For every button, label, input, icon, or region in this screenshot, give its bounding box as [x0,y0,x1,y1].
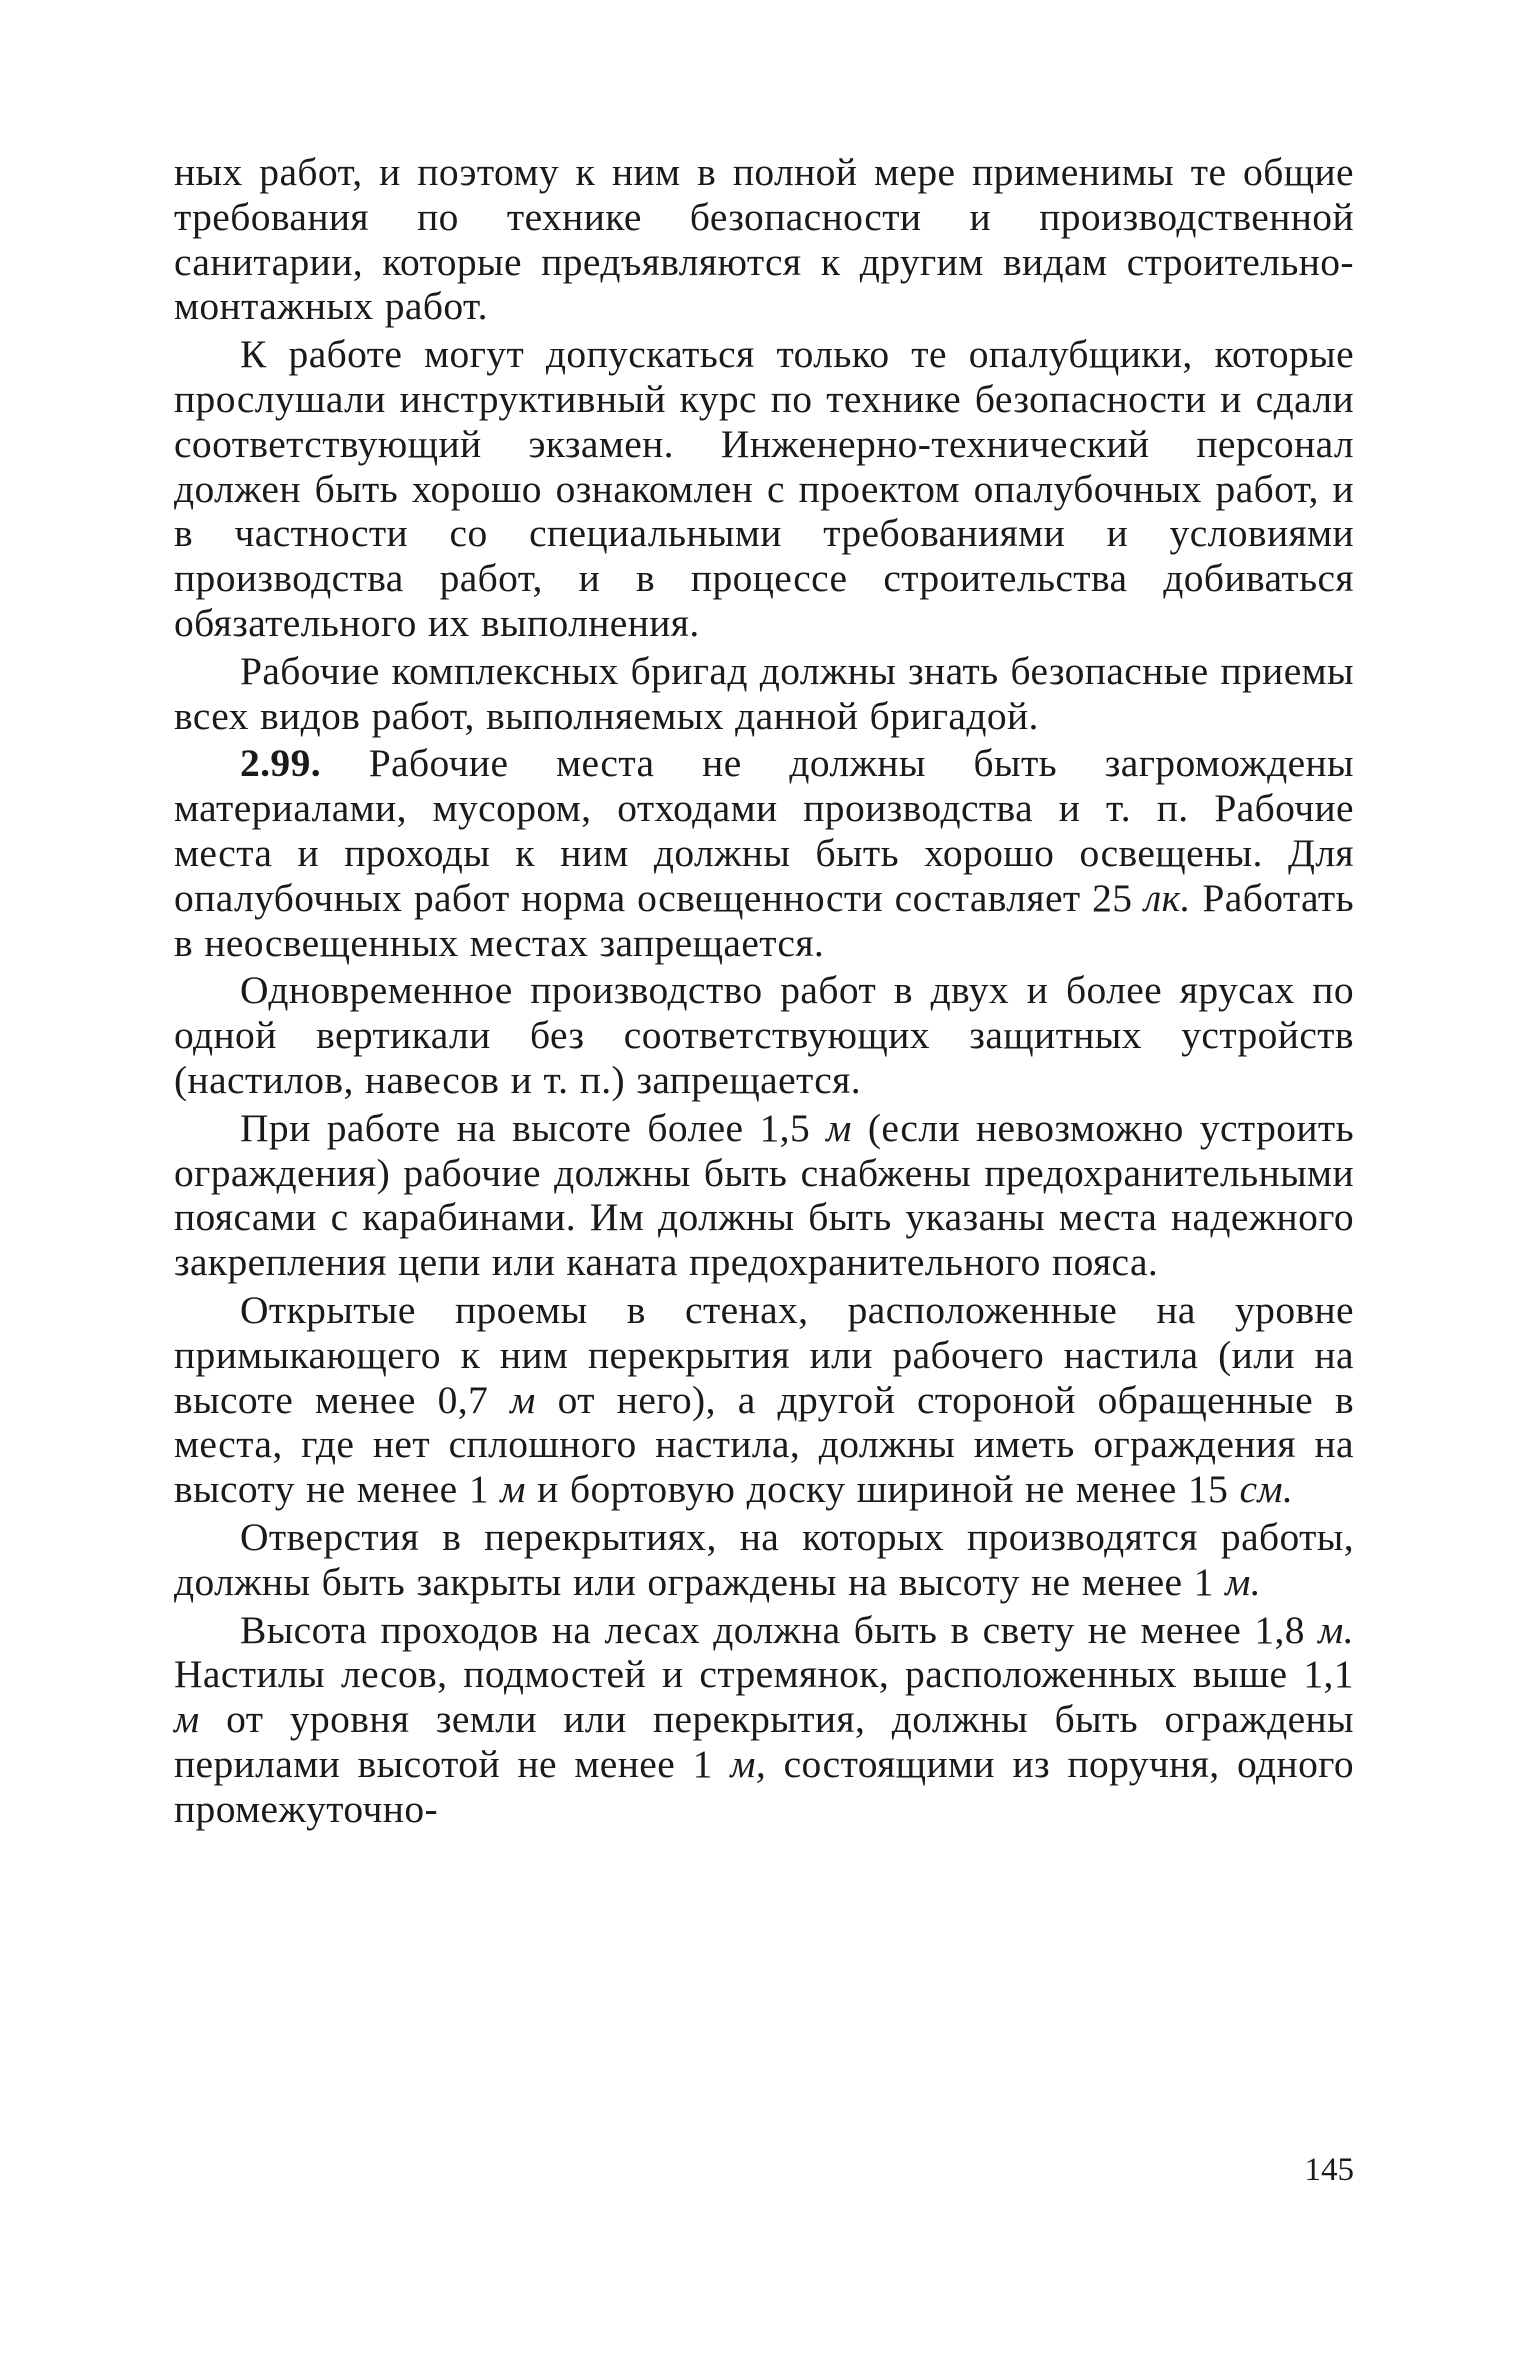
paragraph [174,741,1354,965]
text-run: Работать в неосвещенных местах запрещается. [174,875,1354,965]
text-run: Отверстия в перекрытиях, на которых производятся работы, должны быть закрыты или ограждены на высоту не менее 1 [174,1514,1354,1604]
unit-abbreviation: см. [1239,1467,1294,1512]
text-run: от уровня земли или перекрытия, должны быть ограждены перилами высотой не менее 1 [174,1697,1354,1786]
unit-abbreviation: м [500,1467,526,1512]
paragraph [174,1608,1354,1832]
unit-abbreviation: м [510,1377,536,1422]
paragraph [174,332,1354,646]
text-run: При работе на высоте более 1,5 [240,1105,827,1150]
paragraph [174,1515,1354,1605]
unit-abbreviation: м, [730,1741,767,1786]
page-number: 145 [1304,2152,1354,2188]
text-run: (если невозможно устроить ограждения) рабочие должны быть снабжены предохранительными поясами с карабинами. Им должны быть указаны места надежного закрепления цепи или каната предохранительного пояса. [174,1105,1354,1285]
paragraph [174,968,1354,1102]
text-run: состоящими из поручня, одного промежуточно- [174,1741,1354,1831]
paragraph [174,1106,1354,1285]
text-run: К работе могут допускаться только те опалубщики, которые прослушали инструктивный курс по технике безопасности и сдали соответствующий экзамен. Инженерно-технический персонал должен быть хорошо ознакомлен с проектом опалубочных работ, и в частности со специальными требованиями и условиями производства работ, и в процессе строительства добиваться обязательного их выполнения. [174,332,1354,645]
unit-abbreviation: м [826,1105,852,1150]
paragraph [174,1288,1354,1512]
text-run: и бортовую доску шириной не менее 15 [525,1467,1240,1512]
unit-abbreviation: м. [1318,1607,1354,1652]
unit-abbreviation: лк. [1144,875,1191,920]
unit-abbreviation: м [174,1697,200,1742]
text-run: Рабочие комплексных бригад должны знать безопасные приемы всех видов работ, выполняемых данной бригадой. [174,648,1354,738]
text-run: от него), а другой стороной обращенные в места, где нет сплошного настила, должны иметь ограждения на высоту не менее 1 [174,1377,1354,1512]
text-run: Высота проходов на лесах должна быть в свету не менее 1,8 [240,1607,1319,1652]
section-number: 2.99. [240,741,321,786]
text-run: Рабочие места не должны быть загромождены материалами, мусором, отходами производства и т. п. Рабочие места и проходы к ним должны быть хорошо освещены. Для опалубочных работ норма освещенности составляет 25 [174,741,1354,920]
unit-abbreviation: м. [1225,1559,1262,1604]
text-run: ных работ, и поэтому к ним в полной мере применимы те общие требования по технике безопасности и производственной санитарии, которые предъявляются к другим видам строительно-монтажных работ. [174,150,1354,329]
text-run: Открытые проемы в стенах, расположенные на уровне примыкающего к ним перекрытия или рабочего настила (или на высоте менее 0,7 [174,1287,1354,1422]
body-text [174,150,1354,1831]
paragraph [174,150,1354,329]
text-run: Настилы лесов, подмостей и стремянок, расположенных выше 1,1 [174,1652,1354,1697]
text-run: Одновременное производство работ в двух и более ярусах по одной вертикали без соответствующих защитных устройств (настилов, навесов и т. п.) запрещается. [174,968,1354,1102]
paragraph [174,649,1354,739]
